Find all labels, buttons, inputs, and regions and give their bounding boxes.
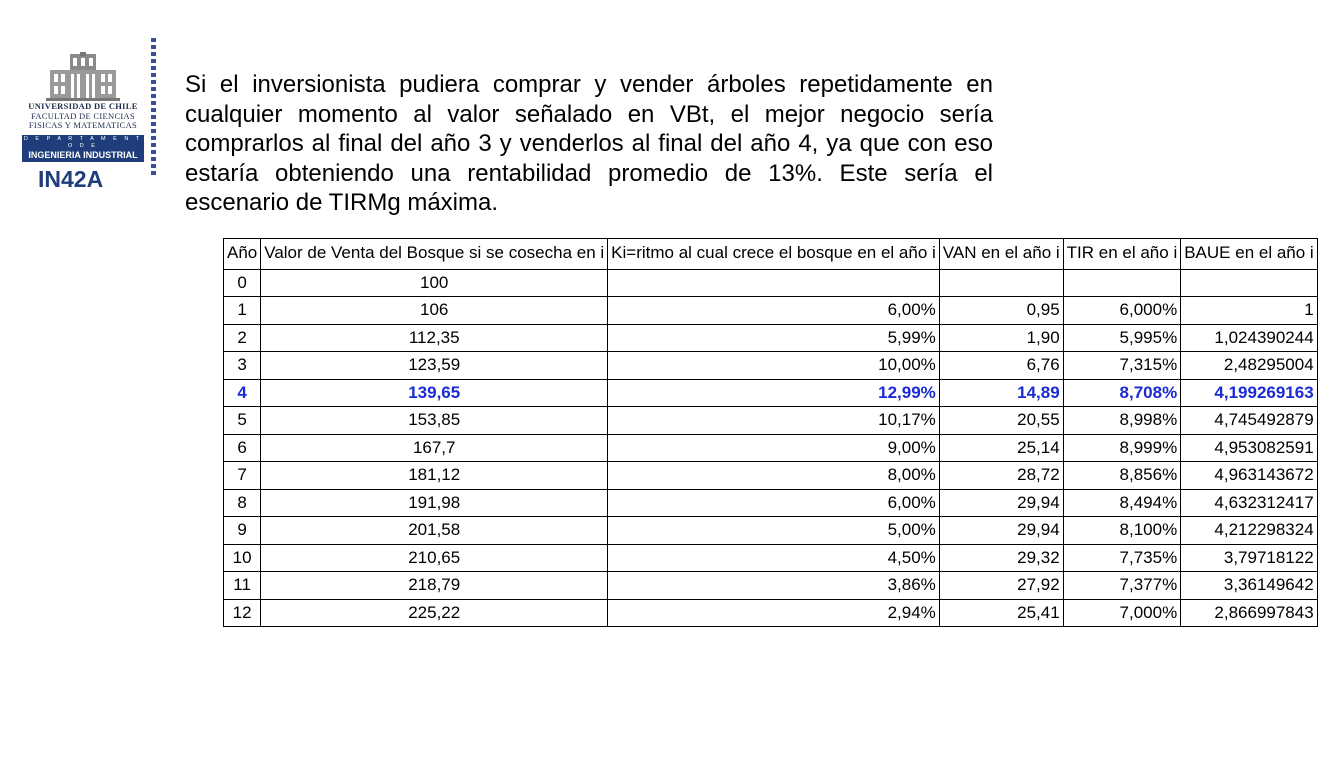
- cell-year: 3: [224, 352, 261, 380]
- cell-year: 10: [224, 544, 261, 572]
- header-growth-rate: Ki=ritmo al cual crece el bosque en el año i: [608, 239, 940, 270]
- cell-year: 5: [224, 407, 261, 435]
- cell-sale-value: 191,98: [261, 489, 608, 517]
- cell-sale-value: 181,12: [261, 462, 608, 490]
- dotted-divider: [151, 38, 156, 178]
- cell-growth-rate: 10,17%: [608, 407, 940, 435]
- faculty-name-line2: FISICAS Y MATEMATICAS: [28, 120, 138, 130]
- header-sale-value: Valor de Venta del Bosque si se cosecha en i: [261, 239, 608, 270]
- cell-baue: 3,79718122: [1181, 544, 1317, 572]
- cell-npv: 25,14: [939, 434, 1063, 462]
- cell-sale-value: 210,65: [261, 544, 608, 572]
- cell-growth-rate: [608, 269, 940, 297]
- body-paragraph: Si el inversionista pudiera comprar y vender árboles repetidamente en cualquier momento al valor señalado en VBt, el mejor negocio sería comprarlos al final del año 3 y venderlos al final del año 4, ya que con eso estaría obteniendo una rentabilidad promedio de 13%. Este sería el escenario de TIRMg máxima.: [185, 71, 993, 216]
- cell-baue: 4,632312417: [1181, 489, 1317, 517]
- cell-irr: 7,000%: [1063, 599, 1181, 627]
- cell-npv: 20,55: [939, 407, 1063, 435]
- cell-irr: 8,100%: [1063, 517, 1181, 545]
- cell-year: 8: [224, 489, 261, 517]
- table-row: [224, 517, 1318, 545]
- table-header-row: [224, 239, 1318, 270]
- table-row: [224, 489, 1318, 517]
- cell-baue: 4,953082591: [1181, 434, 1317, 462]
- table-row: [224, 352, 1318, 380]
- cell-sale-value: 167,7: [261, 434, 608, 462]
- cell-irr: 8,708%: [1063, 379, 1181, 407]
- cell-baue: 4,745492879: [1181, 407, 1317, 435]
- table-row-highlighted: [224, 379, 1318, 407]
- cell-growth-rate: 6,00%: [608, 489, 940, 517]
- cell-year: 6: [224, 434, 261, 462]
- cell-growth-rate: 5,99%: [608, 324, 940, 352]
- cell-irr: 6,000%: [1063, 297, 1181, 325]
- cell-baue: 2,48295004: [1181, 352, 1317, 380]
- cell-growth-rate: 10,00%: [608, 352, 940, 380]
- cell-year: 12: [224, 599, 261, 627]
- cell-npv: 27,92: [939, 572, 1063, 600]
- cell-npv: 29,94: [939, 517, 1063, 545]
- cell-npv: 29,32: [939, 544, 1063, 572]
- university-name: UNIVERSIDAD DE CHILE: [28, 101, 138, 111]
- header-npv: VAN en el año i: [939, 239, 1063, 270]
- table-row: [224, 324, 1318, 352]
- cell-baue: 4,963143672: [1181, 462, 1317, 490]
- cell-sale-value: 100: [261, 269, 608, 297]
- university-building-icon: [46, 52, 120, 102]
- cell-npv: [939, 269, 1063, 297]
- cell-irr: [1063, 269, 1181, 297]
- cell-irr: 5,995%: [1063, 324, 1181, 352]
- cell-year: 11: [224, 572, 261, 600]
- cell-sale-value: 225,22: [261, 599, 608, 627]
- department-label: D E P A R T A M E N T O D E: [23, 135, 143, 149]
- cell-npv: 25,41: [939, 599, 1063, 627]
- table-row: [224, 599, 1318, 627]
- cell-irr: 7,315%: [1063, 352, 1181, 380]
- department-name: INGENIERIA INDUSTRIAL: [28, 149, 138, 160]
- cell-baue: 1,024390244: [1181, 324, 1317, 352]
- cell-baue: 4,199269163: [1181, 379, 1317, 407]
- cell-year: 0: [224, 269, 261, 297]
- table-row: [224, 434, 1318, 462]
- cell-growth-rate: 2,94%: [608, 599, 940, 627]
- cell-sale-value: 139,65: [261, 379, 608, 407]
- department-banner: [22, 135, 144, 162]
- cell-baue: [1181, 269, 1317, 297]
- header-year: Año: [224, 239, 261, 270]
- cell-npv: 29,94: [939, 489, 1063, 517]
- cell-irr: 8,998%: [1063, 407, 1181, 435]
- cell-sale-value: 112,35: [261, 324, 608, 352]
- cell-irr: 7,377%: [1063, 572, 1181, 600]
- cell-growth-rate: 8,00%: [608, 462, 940, 490]
- cell-growth-rate: 12,99%: [608, 379, 940, 407]
- forest-valuation-table: [223, 238, 1318, 627]
- header-irr: TIR en el año i: [1063, 239, 1181, 270]
- university-logo: [22, 52, 144, 162]
- cell-baue: 1: [1181, 297, 1317, 325]
- cell-growth-rate: 5,00%: [608, 517, 940, 545]
- cell-sale-value: 201,58: [261, 517, 608, 545]
- cell-npv: 1,90: [939, 324, 1063, 352]
- cell-baue: 4,212298324: [1181, 517, 1317, 545]
- table-row: [224, 572, 1318, 600]
- cell-growth-rate: 3,86%: [608, 572, 940, 600]
- cell-sale-value: 218,79: [261, 572, 608, 600]
- table-row: [224, 544, 1318, 572]
- cell-year: 9: [224, 517, 261, 545]
- cell-npv: 6,76: [939, 352, 1063, 380]
- table-row: [224, 407, 1318, 435]
- header-baue: BAUE en el año i: [1181, 239, 1317, 270]
- cell-npv: 28,72: [939, 462, 1063, 490]
- cell-growth-rate: 4,50%: [608, 544, 940, 572]
- cell-year: 1: [224, 297, 261, 325]
- cell-sale-value: 106: [261, 297, 608, 325]
- cell-baue: 3,36149642: [1181, 572, 1317, 600]
- cell-year: 4: [224, 379, 261, 407]
- cell-npv: 0,95: [939, 297, 1063, 325]
- cell-sale-value: 123,59: [261, 352, 608, 380]
- cell-irr: 8,856%: [1063, 462, 1181, 490]
- cell-irr: 8,999%: [1063, 434, 1181, 462]
- course-code: IN42A: [38, 166, 104, 192]
- table-row: [224, 297, 1318, 325]
- cell-irr: 8,494%: [1063, 489, 1181, 517]
- cell-npv: 14,89: [939, 379, 1063, 407]
- cell-year: 7: [224, 462, 261, 490]
- table-row: [224, 269, 1318, 297]
- cell-year: 2: [224, 324, 261, 352]
- cell-growth-rate: 9,00%: [608, 434, 940, 462]
- cell-baue: 2,866997843: [1181, 599, 1317, 627]
- cell-irr: 7,735%: [1063, 544, 1181, 572]
- cell-sale-value: 153,85: [261, 407, 608, 435]
- cell-growth-rate: 6,00%: [608, 297, 940, 325]
- faculty-name-line1: FACULTAD DE CIENCIAS: [30, 110, 136, 121]
- table-row: [224, 462, 1318, 490]
